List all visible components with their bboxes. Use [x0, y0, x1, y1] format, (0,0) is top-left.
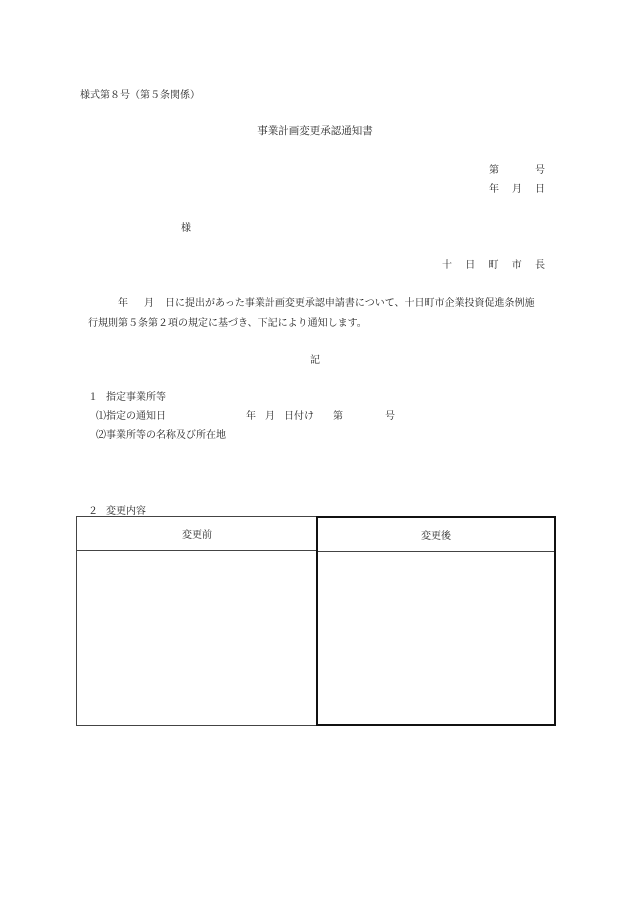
- document-title: 事業計画変更承認通知書: [257, 125, 373, 137]
- document-number-line: [489, 161, 545, 176]
- table-cell-before: [76, 551, 317, 726]
- section-1-title: 指定事業所等: [106, 392, 166, 403]
- form-number: 様式第８号（第５条関係）: [80, 90, 200, 101]
- document-date-line: [489, 180, 545, 195]
- addressee-honorific: 様: [181, 223, 191, 234]
- item-1-label: ⑴指定の通知日: [96, 411, 166, 422]
- item-name-and-address: ⑵事業所等の名称及び所在地: [96, 430, 226, 441]
- item-notification-date: [96, 407, 395, 422]
- item-1-year: 年: [246, 411, 256, 422]
- issuer-char: 町: [488, 260, 499, 271]
- table-column-after: [316, 516, 556, 726]
- table-header-before: [76, 516, 317, 551]
- date-month: 月: [512, 184, 522, 195]
- body-month: 月: [144, 298, 154, 309]
- issuer-title: [442, 256, 545, 271]
- item-1-day: 日付け: [284, 411, 314, 422]
- section-2-heading: [88, 502, 146, 517]
- body-line1-text: 日に提出があった事業計画変更承認申請書について、十日町市企業投資促進条例施: [165, 298, 535, 309]
- table-header-after: [318, 518, 554, 552]
- table-header-after-label: 変更後: [421, 531, 451, 542]
- section-1-number: １: [88, 392, 98, 403]
- date-day: 日: [535, 184, 545, 195]
- item-1-no-suffix: 号: [385, 411, 395, 422]
- change-table: [76, 516, 556, 726]
- body-year: 年: [118, 298, 128, 309]
- section-2-title: 変更内容: [106, 506, 146, 517]
- number-suffix: 号: [535, 165, 545, 176]
- issuer-char: 長: [535, 260, 545, 271]
- item-1-no-prefix: 第: [333, 411, 343, 422]
- body-paragraph-line-2: 行規則第５条第２項の規定に基づき、下記により通知します。: [88, 318, 367, 329]
- item-1-month: 月: [265, 411, 275, 422]
- table-header-before-label: 変更前: [182, 530, 212, 541]
- issuer-char: 日: [465, 260, 476, 271]
- section-2-number: ２: [88, 506, 98, 517]
- issuer-char: 市: [511, 260, 522, 271]
- issuer-char: 十: [442, 260, 452, 271]
- section-1-heading: [88, 388, 166, 403]
- date-year: 年: [489, 184, 499, 195]
- record-heading: 記: [310, 355, 320, 366]
- body-paragraph-line-1: [118, 294, 535, 309]
- number-prefix: 第: [489, 165, 499, 176]
